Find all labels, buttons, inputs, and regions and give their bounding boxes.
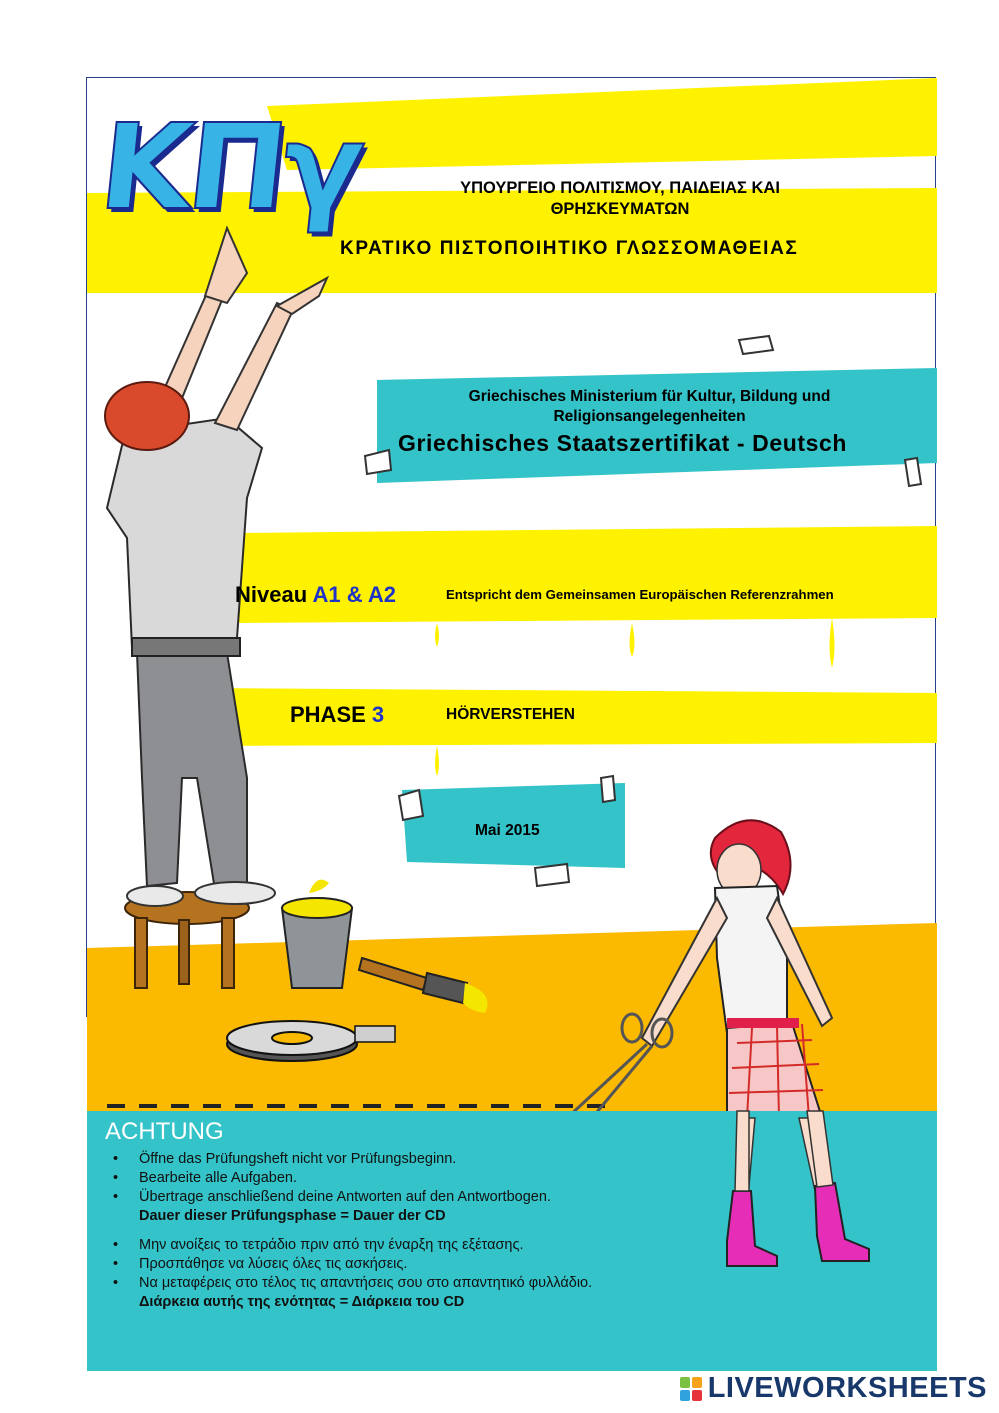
attention-greek-duration: Διάρκεια αυτής της ενότητας = Διάρκεια του CD — [139, 1294, 465, 1310]
liveworksheets-logo-icon — [680, 1377, 702, 1401]
ministry-greek-line1: ΥΠΟΥΡΓΕΙΟ ΠΟΛΙΤΙΣΜΟΥ, ΠΑΙΔΕΙΑΣ ΚΑΙ — [460, 179, 780, 197]
certificate-greek: ΚΡΑΤΙΚΟ ΠΙΣΤΟΠΟΙΗΤΙΚΟ ΓΛΩΣΣΟΜΑΘΕΙΑΣ — [340, 238, 799, 259]
level-note: Entspricht dem Gemeinsamen Europäischen Referenzrahmen — [446, 587, 834, 602]
list-item: • Bearbeite alle Aufgaben. — [113, 1170, 298, 1186]
list-item: • Öffne das Prüfungsheft nicht vor Prüfungsbeginn. — [113, 1151, 457, 1167]
list-item: • Προσπάθησε να λύσεις όλες τις ασκήσεις. — [113, 1256, 408, 1272]
ministry-german — [387, 387, 912, 427]
level-row — [235, 582, 396, 608]
exam-date: Mai 2015 — [475, 822, 540, 839]
ministry-german-line1: Griechisches Ministerium für Kultur, Bildung und — [468, 388, 831, 405]
list-item: • Übertrage anschließend deine Antworten auf den Antwortbogen. — [113, 1189, 551, 1205]
ministry-greek — [340, 178, 900, 220]
attention-german-list — [87, 1150, 551, 1207]
cover-page — [86, 77, 936, 1310]
attention-title: ACHTUNG — [105, 1118, 224, 1145]
certificate-german: Griechisches Staatszertifikat - Deutsch — [398, 430, 848, 456]
phase-label: PHASE — [290, 702, 366, 727]
attention-german-section — [87, 1150, 551, 1226]
kpg-logo: ΚΠγ — [93, 98, 367, 236]
phase-number: 3 — [371, 702, 385, 727]
level-label: Niveau — [235, 582, 308, 607]
phase-name: HÖRVERSTEHEN — [446, 706, 575, 723]
attention-german-duration: Dauer dieser Prüfungsphase = Dauer der CD — [139, 1208, 446, 1224]
ministry-greek-line2: ΘΡΗΣΚΕΥΜΑΤΩΝ — [550, 200, 690, 218]
level-value: A1 & A2 — [312, 582, 396, 607]
ministry-german-line2: Religionsangelegenheiten — [553, 408, 746, 425]
phase-row — [290, 702, 384, 728]
brand-name: LIVEWORKSHEETS — [707, 1372, 987, 1404]
liveworksheets-brand — [680, 1372, 987, 1405]
attention-greek-section — [87, 1236, 592, 1312]
list-item: • Να μεταφέρεις στο τέλος τις απαντήσεις σου στο απαντητικό φυλλάδιο. — [113, 1275, 593, 1291]
list-item: • Μην ανοίξεις το τετράδιο πριν από την έναρξη της εξέτασης. — [113, 1237, 524, 1253]
attention-greek-list — [87, 1236, 592, 1293]
